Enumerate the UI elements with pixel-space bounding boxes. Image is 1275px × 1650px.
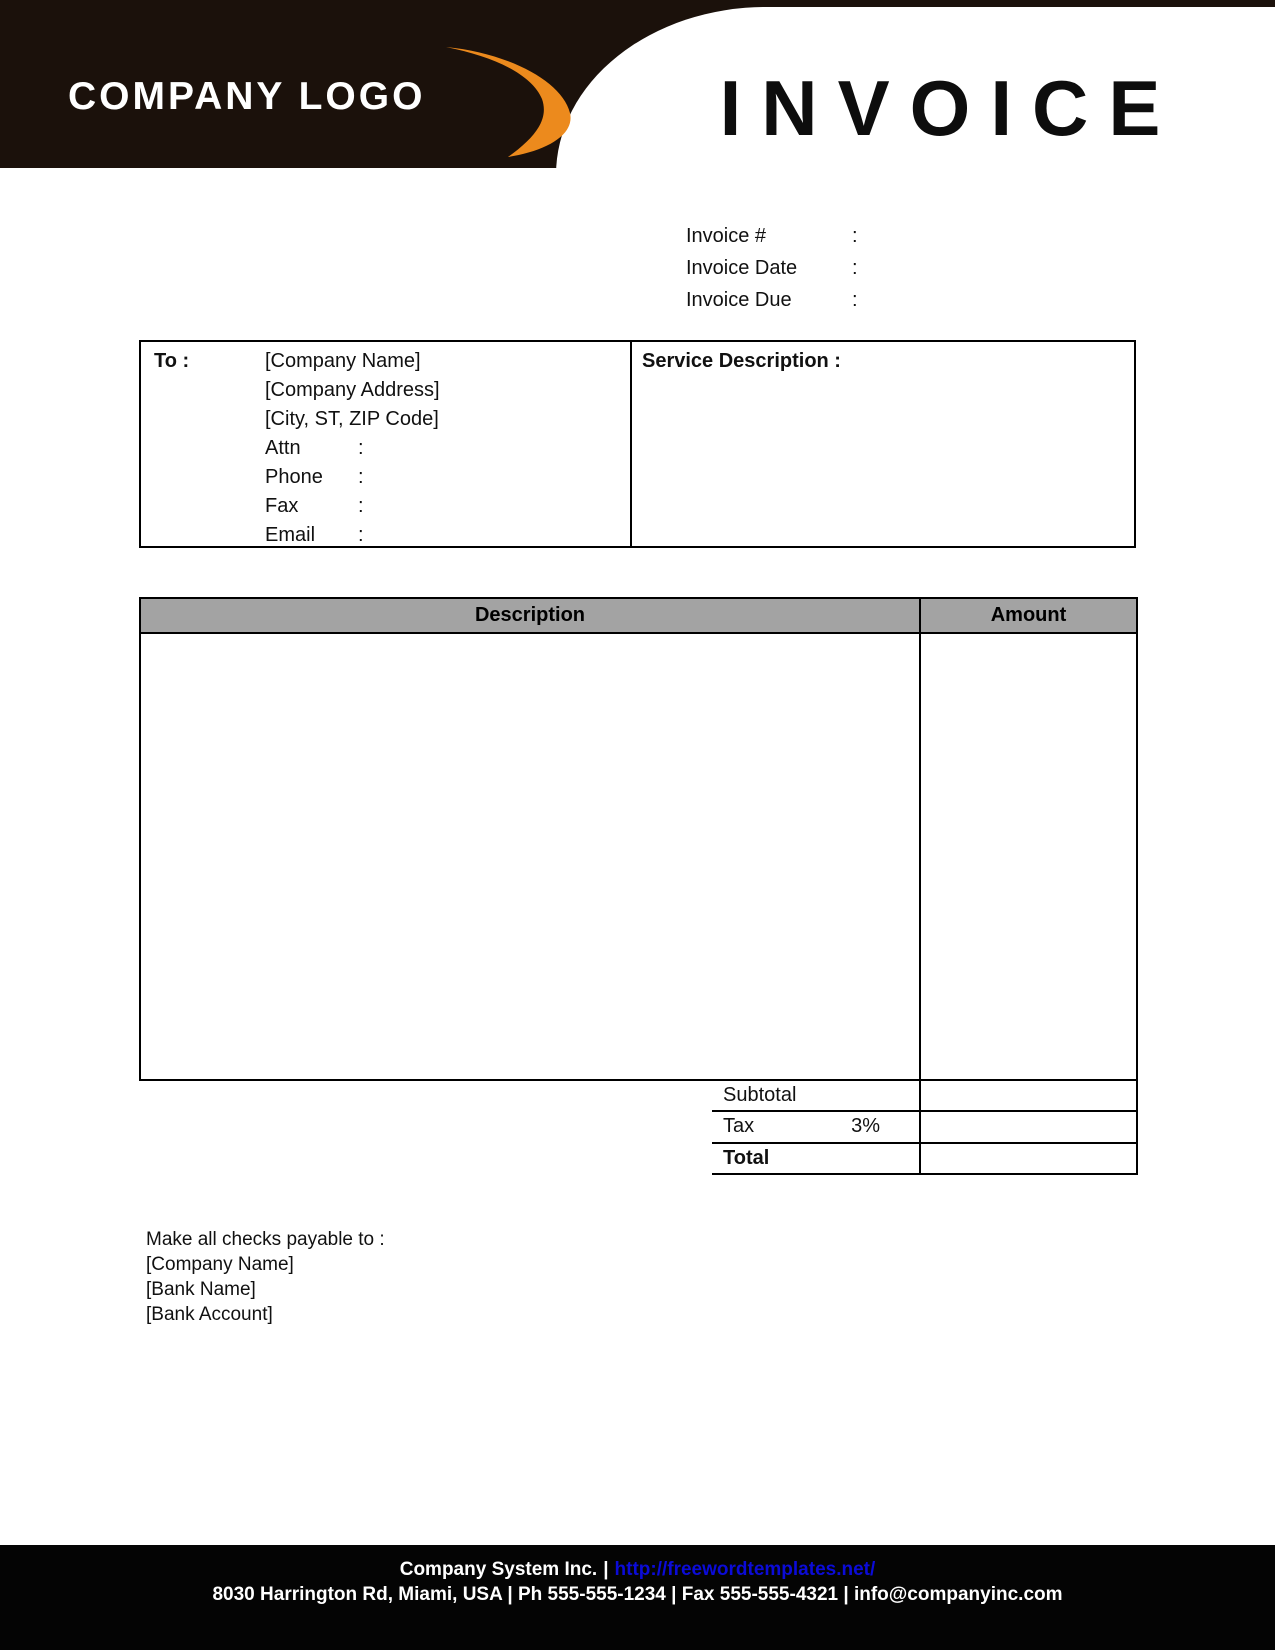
tax-label-area [712,1112,919,1141]
subtotal-row [712,1081,1136,1112]
tax-row [712,1112,1136,1143]
total-label-area [712,1144,919,1173]
items-table [139,597,1138,1081]
total-amount-cell [919,1144,1136,1173]
colon: : [358,466,364,488]
invoice-number-value [872,220,992,252]
recipient-cell [141,342,630,546]
recipient-box [139,340,1136,548]
page-title: INVOICE [719,64,1181,152]
invoice-number-label: Invoice # [686,225,767,247]
company-address-placeholder: [Company Address] [265,379,440,401]
tax-rate: 3% [851,1115,880,1138]
items-table-header [141,599,1136,634]
tax-label: Tax [723,1115,755,1138]
description-column-header: Description [141,599,921,632]
invoice-due-row [686,284,992,316]
invoice-meta [686,220,992,316]
payable-bank-account: [Bank Account] [146,1304,273,1325]
invoice-due-value [872,284,992,316]
logo-swoosh-icon [428,33,588,163]
tax-amount-cell [919,1112,1136,1141]
company-name-placeholder: [Company Name] [265,350,421,372]
subtotal-label: Subtotal [723,1084,797,1107]
footer-link[interactable]: http://freewordtemplates.net/ [614,1559,876,1580]
footer-separator: | [603,1559,609,1580]
colon: : [852,225,858,247]
invoice-date-label: Invoice Date [686,257,798,279]
footer-line-1 [0,1557,1275,1582]
invoice-date-row [686,252,992,284]
subtotal-amount-cell [919,1081,1136,1110]
footer-band [0,1545,1275,1650]
company-logo-text: COMPANY LOGO [68,75,426,118]
service-description-value [642,376,1124,396]
recipient-address-block [265,347,440,550]
subtotal-label-area [712,1081,919,1110]
phone-row [265,463,440,492]
invoice-due-label: Invoice Due [686,289,792,311]
payable-company-name: [Company Name] [146,1254,294,1275]
footer-line-2: 8030 Harrington Rd, Miami, USA | Ph 555-555-1234 | Fax 555-555-4321 | info@companyinc.com [212,1584,1063,1605]
payable-heading: Make all checks payable to : [146,1229,385,1250]
items-table-body [141,634,1136,1079]
totals-section [712,1081,1138,1175]
total-label: Total [723,1146,770,1169]
attn-label: Attn [265,437,301,459]
total-row [712,1144,1136,1175]
invoice-date-value [872,252,992,284]
amount-column-header: Amount [990,604,1067,626]
colon: : [852,257,858,279]
amount-cell [921,634,1136,1079]
colon: : [852,289,858,311]
to-label: To : [154,350,190,372]
service-description-label: Service Description : [642,350,841,372]
payable-bank-name: [Bank Name] [146,1279,256,1300]
email-label: Email [265,524,316,546]
payable-block [146,1227,385,1327]
attn-row [265,434,440,463]
colon: : [358,524,364,546]
colon: : [358,437,364,459]
email-row [265,521,440,550]
phone-label: Phone [265,466,323,488]
footer-company: Company System Inc. [399,1559,598,1580]
service-description-cell [630,342,1134,546]
fax-label: Fax [265,495,299,517]
fax-row [265,492,440,521]
description-cell [141,634,921,1079]
invoice-number-row [686,220,992,252]
colon: : [358,495,364,517]
city-state-zip-placeholder: [City, ST, ZIP Code] [265,408,439,430]
